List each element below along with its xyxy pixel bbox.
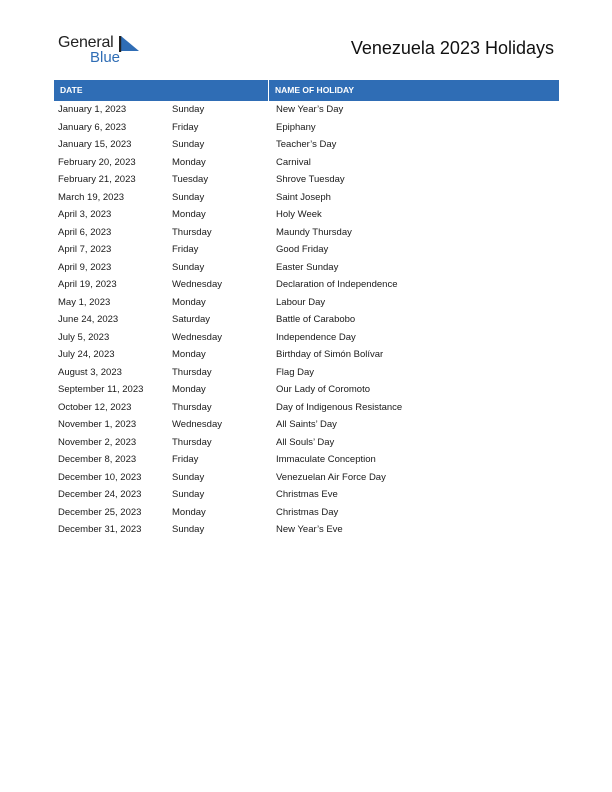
table-row: [54, 119, 559, 137]
holiday-date: April 3, 2023: [58, 209, 112, 220]
holiday-weekday: Wednesday: [172, 419, 222, 430]
holiday-weekday: Friday: [172, 454, 199, 465]
flag-icon: [119, 36, 139, 52]
holiday-name: Christmas Eve: [276, 489, 338, 500]
holiday-name: Declaration of Independence: [276, 279, 398, 290]
table-row: [54, 434, 559, 452]
table-body: [54, 101, 559, 539]
holiday-weekday: Monday: [172, 296, 206, 308]
holiday-name: Good Friday: [276, 244, 329, 255]
holiday-date: April 19, 2023: [58, 279, 117, 290]
header-date: DATE: [54, 80, 269, 101]
table-row: [54, 469, 559, 487]
holiday-weekday: Thursday: [172, 226, 212, 238]
holiday-name: Maundy Thursday: [276, 226, 352, 238]
holiday-name: Saint Joseph: [276, 191, 331, 203]
generalblue-logo: [58, 34, 148, 68]
table-row: [54, 486, 559, 504]
holiday-weekday: Tuesday: [172, 174, 209, 185]
holiday-date: June 24, 2023: [58, 314, 119, 325]
logo-blue-text: Blue: [90, 49, 121, 66]
holiday-weekday: Saturday: [172, 314, 211, 325]
holiday-weekday: Sunday: [172, 139, 205, 150]
logo-general-text: General: [58, 34, 114, 51]
holiday-date: November 2, 2023: [58, 436, 137, 448]
table-row: [54, 364, 559, 382]
header-holiday-name: NAME OF HOLIDAY: [275, 85, 355, 95]
table-row: [54, 154, 559, 172]
holiday-date: December 8, 2023: [58, 454, 137, 465]
holiday-date: August 3, 2023: [58, 366, 122, 378]
table-row: [54, 259, 559, 277]
holiday-weekday: Thursday: [172, 401, 212, 413]
holiday-name: Easter Sunday: [276, 261, 339, 273]
table-row: [54, 294, 559, 312]
holiday-date: January 15, 2023: [58, 139, 132, 150]
holiday-date: September 11, 2023: [58, 384, 144, 395]
holiday-weekday: Thursday: [172, 366, 212, 378]
holiday-date: July 5, 2023: [58, 331, 110, 343]
holiday-date: April 7, 2023: [58, 244, 112, 255]
holiday-weekday: Monday: [172, 349, 206, 360]
holiday-weekday: Wednesday: [172, 331, 222, 343]
table-row: [54, 399, 559, 417]
table-row: [54, 136, 559, 154]
holiday-name: Teacher’s Day: [276, 139, 337, 150]
table-row: [54, 504, 559, 522]
holiday-weekday: Sunday: [172, 104, 205, 115]
holidays-table: [54, 80, 559, 539]
holiday-date: January 1, 2023: [58, 104, 127, 115]
holiday-date: April 6, 2023: [58, 226, 112, 238]
table-header: [54, 80, 559, 101]
holiday-date: December 24, 2023: [58, 489, 142, 500]
table-row: [54, 241, 559, 259]
holiday-name: Day of Indigenous Resistance: [276, 401, 403, 413]
holiday-weekday: Wednesday: [172, 279, 222, 290]
table-row: [54, 451, 559, 469]
holiday-weekday: Monday: [172, 506, 206, 518]
table-row: [54, 416, 559, 434]
table-row: [54, 521, 559, 539]
holiday-date: May 1, 2023: [58, 296, 111, 308]
holiday-name: New Year’s Eve: [276, 524, 343, 535]
holiday-date: April 9, 2023: [58, 261, 112, 273]
holiday-weekday: Monday: [172, 156, 206, 168]
holiday-name: Christmas Day: [276, 506, 339, 518]
holiday-name: Epiphany: [276, 121, 316, 133]
holiday-date: December 10, 2023: [58, 471, 142, 483]
holiday-date: November 1, 2023: [58, 419, 137, 430]
holiday-date: March 19, 2023: [58, 191, 125, 203]
holiday-date: October 12, 2023: [58, 401, 132, 413]
holiday-weekday: Friday: [172, 121, 199, 133]
holiday-weekday: Friday: [172, 244, 199, 255]
table-row: [54, 311, 559, 329]
holiday-weekday: Monday: [172, 384, 206, 395]
holiday-name: Shrove Tuesday: [276, 174, 345, 185]
holiday-name: Birthday of Simón Bolívar: [276, 349, 384, 360]
holiday-name: Independence Day: [276, 331, 356, 343]
table-row: [54, 206, 559, 224]
holiday-name: Venezuelan Air Force Day: [276, 471, 386, 483]
holiday-weekday: Sunday: [172, 489, 205, 500]
holiday-weekday: Thursday: [172, 436, 212, 448]
holiday-name: Our Lady of Coromoto: [276, 384, 370, 395]
holiday-weekday: Sunday: [172, 191, 205, 203]
table-row: [54, 101, 559, 119]
table-row: [54, 171, 559, 189]
table-row: [54, 381, 559, 399]
page-title: Venezuela 2023 Holidays: [350, 38, 554, 58]
holiday-date: January 6, 2023: [58, 121, 127, 133]
table-row: [54, 189, 559, 207]
holiday-name: All Souls’ Day: [276, 436, 335, 448]
holiday-name: Immaculate Conception: [276, 454, 376, 465]
holiday-date: December 31, 2023: [58, 524, 142, 535]
holiday-weekday: Sunday: [172, 261, 205, 273]
holiday-name: Labour Day: [276, 296, 326, 308]
holiday-date: February 21, 2023: [58, 174, 136, 185]
table-row: [54, 224, 559, 242]
holiday-name: Flag Day: [276, 366, 315, 378]
table-row: [54, 329, 559, 347]
holiday-date: July 24, 2023: [58, 349, 115, 360]
table-row: [54, 276, 559, 294]
table-row: [54, 346, 559, 364]
holiday-date: December 25, 2023: [58, 506, 142, 518]
holiday-weekday: Sunday: [172, 524, 205, 535]
holiday-name: Carnival: [276, 156, 311, 168]
holiday-name: All Saints’ Day: [276, 419, 337, 430]
holiday-weekday: Sunday: [172, 471, 205, 483]
holiday-date: February 20, 2023: [58, 156, 136, 168]
holiday-name: New Year’s Day: [276, 104, 344, 115]
holiday-name: Holy Week: [276, 209, 322, 220]
holiday-name: Battle of Carabobo: [276, 314, 356, 325]
holiday-weekday: Monday: [172, 209, 206, 220]
